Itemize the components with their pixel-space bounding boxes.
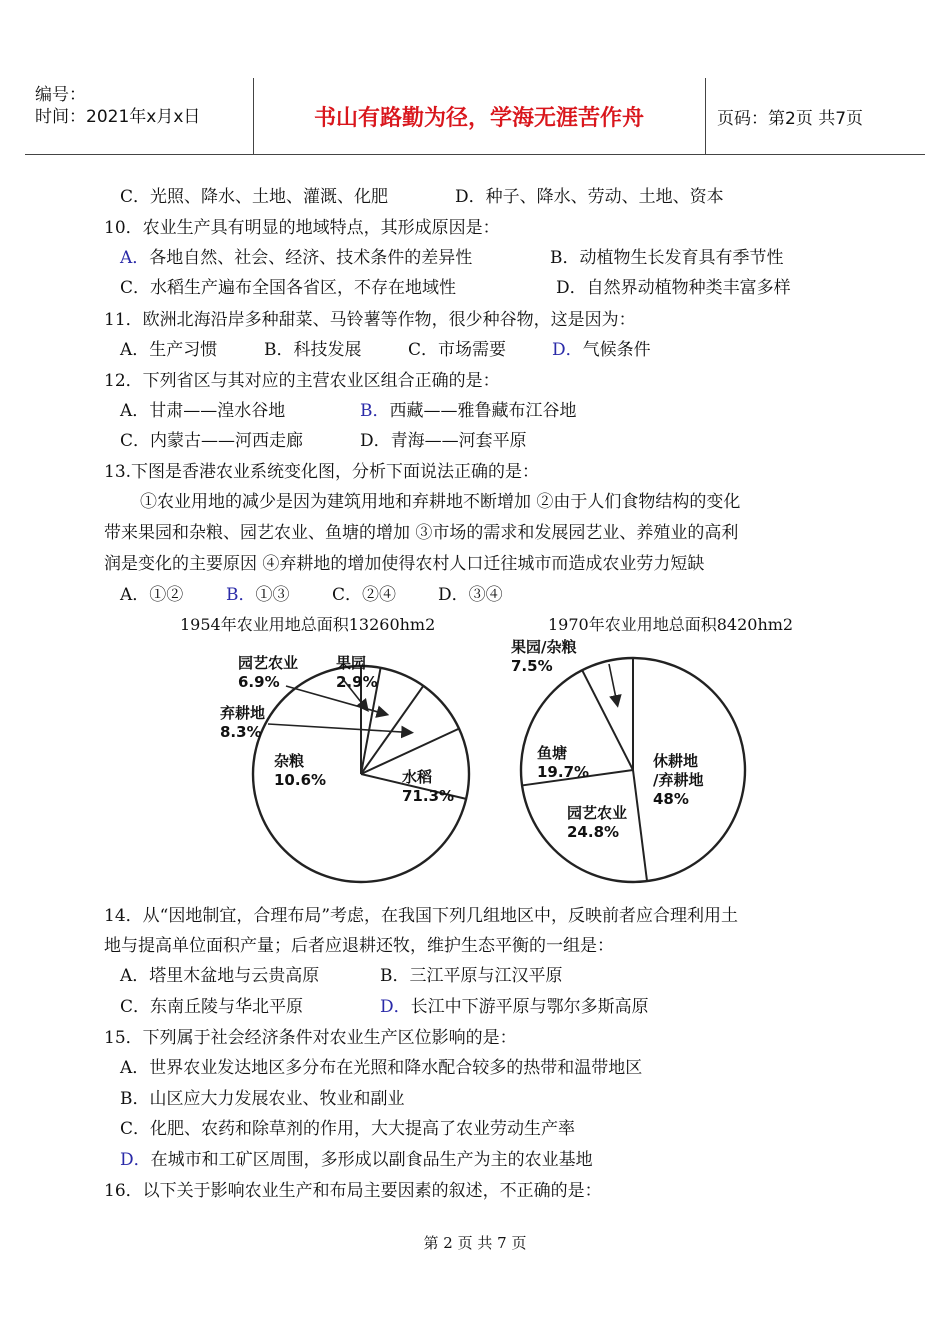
q10-option-a [120, 247, 472, 269]
slice-label: 园艺农业 24.8% [567, 804, 628, 841]
q10-option-c: C．水稻生产遍布全国各省区，不存在地域性 [120, 278, 457, 298]
slice-label: 鱼塘 19.7% [537, 744, 590, 781]
q16-stem: 16．以下关于影响农业生产和布局主要因素的叙述，不正确的是： [104, 1181, 602, 1201]
option-text: 长江中下游平原与鄂尔多斯高原 [410, 997, 649, 1017]
q11-option-d [552, 339, 651, 361]
q10-stem: 10．农业生产具有明显的地域特点，其形成原因是： [104, 218, 500, 238]
slice-label: 杂粮 10.6% [274, 752, 327, 789]
q13-body-line3: 润是变化的主要原因 ④弃耕地的增加使得农村人口迁往城市而造成农业劳力短缺 [104, 554, 705, 574]
motto: 书山有路勤为径，学海无涯苦作舟 [313, 105, 644, 131]
q11-option-a: A．生产习惯 [120, 340, 218, 360]
q13-body-line2: 带来果园和杂粮、园艺农业、鱼塘的增加 ③市场的需求和发展园艺业、养殖业的高利 [104, 523, 739, 543]
q13-option-c: C．②④ [332, 585, 397, 605]
q14-option-d [380, 996, 649, 1018]
q13-option-a: A．①② [120, 585, 184, 605]
answer-letter: B． [226, 585, 256, 605]
q12-option-b [360, 400, 577, 422]
answer-letter: B． [360, 401, 390, 421]
option-text: 在城市和工矿区周围，多形成以副食品生产为主的农业基地 [150, 1150, 593, 1170]
slice-label: 弃耕地 8.3% [220, 704, 266, 741]
slice-label: 休耕地/弃耕地 48% [653, 752, 704, 808]
answer-letter: D． [120, 1150, 151, 1170]
q11-stem: 11．欧洲北海沿岸多种甜菜、马铃薯等作物，很少种谷物，这是因为： [104, 310, 636, 330]
slice-label: 水稻 71.3% [402, 768, 455, 805]
q12-option-c: C．内蒙古——河西走廊 [120, 431, 304, 451]
option-text: ①③ [255, 585, 290, 605]
q13-option-b [226, 584, 290, 606]
q15-option-b: B．山区应大力发展农业、牧业和副业 [120, 1089, 405, 1109]
option-text: 各地自然、社会、经济、技术条件的差异性 [149, 248, 473, 268]
q13-body-line1: ①农业用地的减少是因为建筑用地和弃耕地不断增加 ②由于人们食物结构的变化 [140, 492, 741, 512]
q12-stem: 12．下列省区与其对应的主营农业区组合正确的是： [104, 371, 500, 391]
q11-option-b: B．科技发展 [264, 340, 362, 360]
pie-chart-1954 [190, 638, 490, 888]
header-info [25, 78, 253, 154]
q14-option-c: C．东南丘陵与华北平原 [120, 997, 304, 1017]
answer-letter: A． [120, 248, 150, 268]
q10-option-b: B．动植物生长发育具有季节性 [550, 248, 784, 268]
q15-option-c: C．化肥、农药和除草剂的作用，大大提高了农业劳动生产率 [120, 1119, 576, 1139]
answer-letter: D． [552, 340, 583, 360]
slice-label: 园艺农业 6.9% [238, 654, 299, 691]
q14-stem-line1: 14．从“因地制宜，合理布局”考虑，在我国下列几组地区中，反映前者应合理利用土 [104, 906, 739, 926]
option-text: 西藏——雅鲁藏布江谷地 [389, 401, 577, 421]
q11-option-c: C．市场需要 [408, 340, 507, 360]
chart-1970-title: 1970年农业用地总面积8420hm2 [548, 615, 794, 634]
q10-option-d: D．自然界动植物种类丰富多样 [556, 278, 791, 298]
pie-chart-1970 [505, 628, 755, 888]
q12-option-d: D．青海——河套平原 [360, 431, 527, 451]
q15-option-a: A．世界农业发达地区多分布在光照和降水配合较多的热带和温带地区 [120, 1058, 643, 1078]
chart-1954-title: 1954年农业用地总面积13260hm2 [180, 615, 436, 634]
q9-option-c: C．光照、降水、土地、灌溉、化肥 [120, 187, 389, 207]
time-label: 时间：2021年x月x日 [35, 107, 201, 127]
slice-label: 果园/杂粮 7.5% [511, 638, 577, 675]
page-info: 页码：第2页 共7页 [717, 108, 864, 129]
q9-option-d: D．种子、降水、劳动、土地、资本 [455, 187, 724, 207]
answer-letter: D． [380, 997, 411, 1017]
q12-option-a: A．甘肃——湟水谷地 [120, 401, 286, 421]
q13-stem: 13.下图是香港农业系统变化图，分析下面说法正确的是： [104, 462, 540, 482]
q14-stem-line2: 地与提高单位面积产量；后者应退耕还牧，维护生态平衡的一组是： [104, 936, 614, 956]
page-footer: 第 2 页 共 7 页 [423, 1234, 527, 1252]
option-text: 气候条件 [582, 340, 651, 360]
number-label: 编号： [35, 85, 86, 105]
slice-label: 果园 2.9% [336, 654, 378, 691]
page-header [25, 78, 925, 155]
q15-stem: 15．下列属于社会经济条件对农业生产区位影响的是： [104, 1028, 517, 1048]
q14-option-a: A．塔里木盆地与云贵高原 [120, 966, 320, 986]
q14-option-b: B．三江平原与江汉平原 [380, 966, 563, 986]
q13-option-d: D．③④ [438, 585, 503, 605]
q15-option-d [120, 1149, 593, 1171]
